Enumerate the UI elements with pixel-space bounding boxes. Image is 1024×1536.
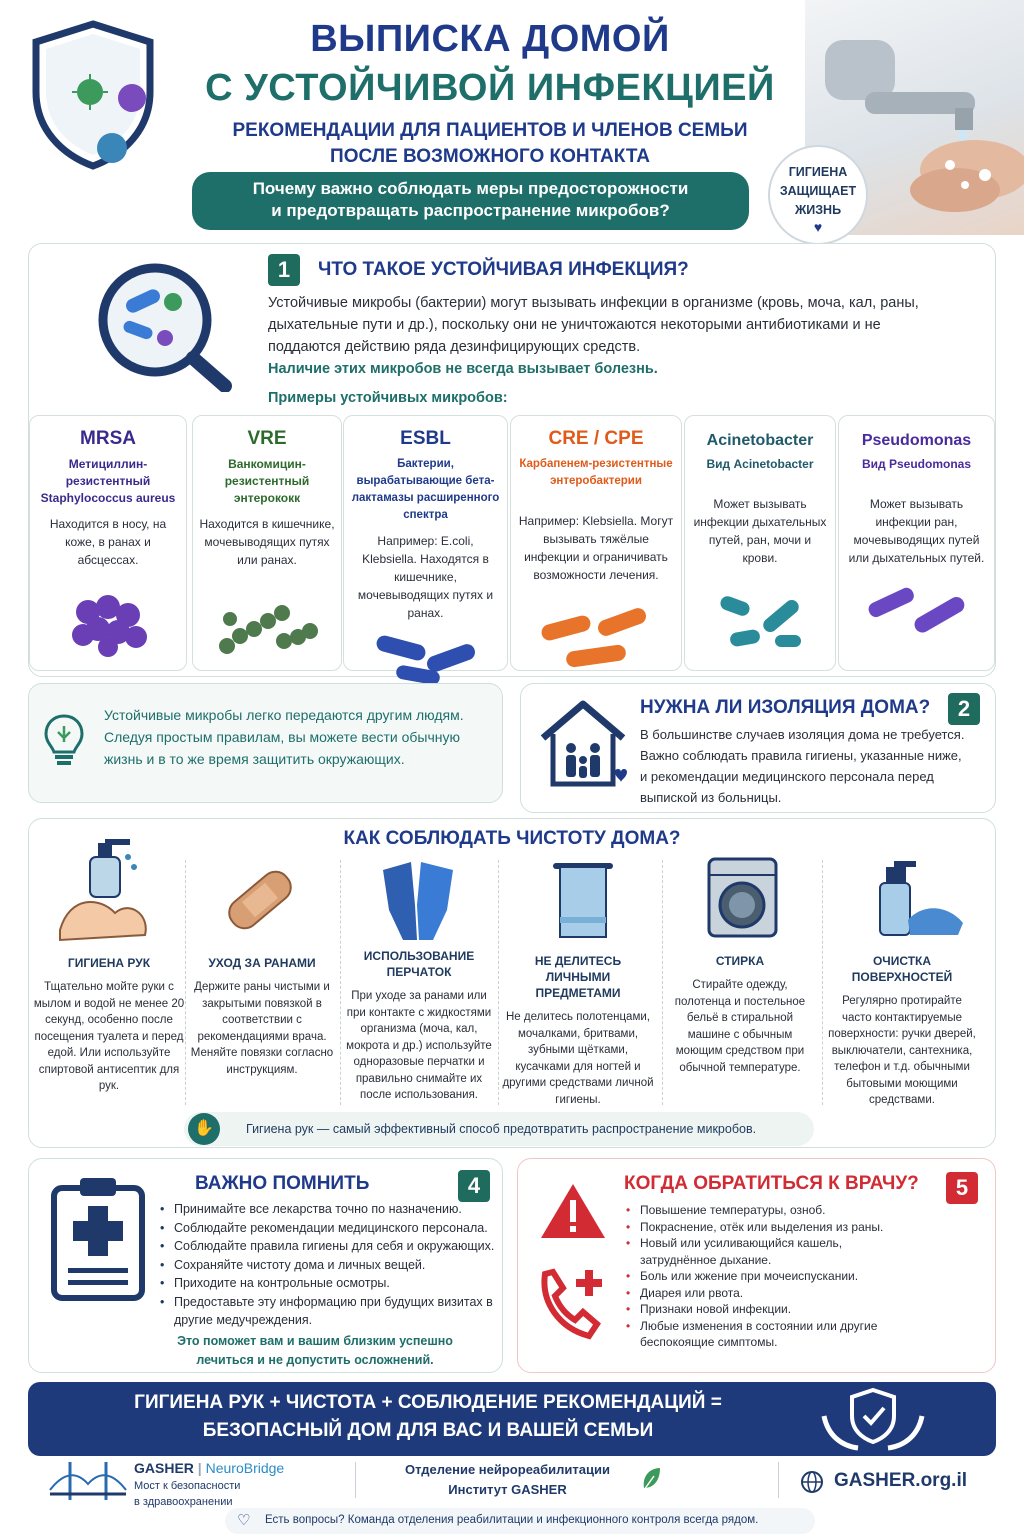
heart-outline-icon: ♡ — [237, 1512, 251, 1529]
list-item: • Боль или жжение при мочеиспускании. — [626, 1268, 906, 1285]
list-item: • Соблюдайте рекомендации медицинского персонала. — [160, 1219, 500, 1238]
page-subtitle-line1: РЕКОМЕНДАЦИИ ДЛЯ ПАЦИЕНТОВ И ЧЛЕНОВ СЕМЬИ — [232, 120, 748, 141]
magnifier-microbes-icon — [85, 262, 255, 392]
washing-machine-icon — [705, 855, 780, 945]
section1-paragraph: Устойчивые микробы (бактерии) могут вызывать инфекции в организме (кровь, моча, кал, раны, дыхательные пути и др.), поскольку они не уничтожаются некоторыми антибиотиками и не поддаются действию ряда дезинфицирующих средств. — [268, 295, 919, 355]
footnote-text: Гигиена рук — самый эффективный способ предотвратить распространение микробов. — [246, 1122, 757, 1136]
list-item: • Новый или усиливающийся кашель, затруднённое дыхание. — [626, 1235, 906, 1268]
bandage-icon — [215, 855, 305, 950]
hygiene-item-title: ИСПОЛЬЗОВАНИЕ ПЕРЧАТОК — [363, 949, 475, 979]
list-item: • Принимайте все лекарства точно по назначению. — [160, 1200, 500, 1219]
hygiene-item-laundry — [664, 953, 816, 1076]
microbe-name: Pseudomonas — [861, 432, 972, 449]
hygiene-item-handwash — [33, 955, 185, 1095]
pseudomonas-icon — [857, 577, 977, 647]
section2-title: НУЖНА ЛИ ИЗОЛЯЦИЯ ДОМА? — [640, 697, 931, 718]
hygiene-item-text: Стирайте одежду, полотенца и постельное бельё в стиральной машине с обычным моющим средством при обычной температуре. — [674, 979, 806, 1074]
microbe-description: Находится в носу, на коже, в ранах и абсцессах. — [49, 517, 167, 567]
section5-title: КОГДА ОБРАТИТЬСЯ К ВРАЧУ? — [624, 1173, 919, 1194]
section1-number: 1 — [268, 254, 300, 286]
footer-tagline2: в здравоохранении — [134, 1496, 233, 1508]
why-banner-line2: и предотвращать распространение микробов? — [271, 201, 670, 220]
hygiene-item-title: УХОД ЗА РАНАМИ — [208, 956, 316, 970]
microbe-description: Например: Klebsiella. Могут вызывать тяжёлые инфекции и ограничивать возможности лечения. — [518, 514, 674, 582]
clipboard-icon — [48, 1172, 148, 1307]
globe-icon — [800, 1470, 824, 1499]
section4-title: ВАЖНО ПОМНИТЬ — [195, 1173, 370, 1194]
list-item: • Соблюдайте правила гигиены для себя и окружающих. — [160, 1237, 500, 1256]
footer-website-link[interactable]: GASHER.org.il — [834, 1470, 968, 1491]
hygiene-item-text: При уходе за ранами или при контакте с жидкостями организма (моча, кал, мокрота и др.) используйте одноразовые перчатки и правильно снимайте их после использования. — [346, 990, 492, 1101]
raised-hand-icon: ✋ — [188, 1113, 220, 1145]
footer-divider — [355, 1462, 356, 1498]
microbe-description: Например: E.coli, Klebsiella. Находятся в кишечнике, мочевыводящих путях и ранах. — [357, 534, 494, 620]
divider — [498, 860, 499, 1105]
summary-banner — [28, 1382, 996, 1456]
list-item: • Сохраняйте чистоту дома и личных вещей. — [160, 1256, 500, 1275]
divider — [822, 860, 823, 1105]
footer-divider — [778, 1462, 779, 1498]
hygiene-item-personal — [502, 953, 654, 1108]
towel-icon — [548, 855, 618, 950]
footer-brand: GASHER | NeuroBridge — [134, 1460, 285, 1476]
microbe-name: VRE — [247, 428, 287, 449]
contact-note-text: Есть вопросы? Команда отделения реабилитации и инфекционного контроля всегда рядом. — [265, 1514, 759, 1526]
footer-tagline1: Мост к безопасности — [134, 1480, 241, 1492]
klebsiella-rods-icon — [531, 606, 661, 676]
microbe-name: ESBL — [400, 428, 451, 449]
page-subtitle-line2: ПОСЛЕ ВОЗМОЖНОГО КОНТАКТА — [330, 146, 650, 167]
microbe-subtitle: Карбапенем-резистентные энтеробактерии — [519, 458, 673, 487]
microbe-subtitle: Ванкомицин-резистентный энтерококк — [224, 457, 310, 505]
microbe-description: Находится в кишечнике, мочевыводящих путях или ранах. — [199, 517, 335, 567]
family-house-icon — [537, 698, 629, 795]
section4-number: 4 — [458, 1170, 490, 1202]
footer-dept2: Институт GASHER — [448, 1482, 567, 1497]
hygiene-item-wounds — [186, 955, 338, 1078]
section4-list — [160, 1200, 500, 1330]
spray-bottle-icon — [868, 855, 968, 945]
section4-closing: Это поможет вам и вашим близким успешно лечиться и не допустить осложнений. — [177, 1334, 453, 1367]
microbe-subtitle: Метициллин-резистентный Staphylococcus aureus — [40, 457, 176, 505]
microbe-description: Может вызывать инфекции ран, мочевыводящих путей или дыхательных путей. — [848, 497, 985, 565]
hygiene-badge — [768, 145, 868, 245]
section2-number: 2 — [948, 693, 980, 725]
summary-line2: БЕЗОПАСНЫЙ ДОМ ДЛЯ ВАС И ВАШЕЙ СЕМЬИ — [202, 1420, 654, 1441]
section1-note: Наличие этих микробов не всегда вызывает болезнь. — [268, 361, 658, 377]
section3-title: КАК СОБЛЮДАТЬ ЧИСТОТУ ДОМА? — [343, 828, 681, 849]
brand-neurobridge: NeuroBridge — [205, 1460, 285, 1476]
hygiene-item-title: ОЧИСТКА ПОВЕРХНОСТЕЙ — [851, 954, 953, 984]
contact-note — [225, 1508, 815, 1534]
why-banner-line1: Почему важно соблюдать меры предосторожности — [252, 179, 689, 198]
microbe-subtitle: Вид Acinetobacter — [706, 457, 814, 471]
hygiene-item-text: Тщательно мойте руки с мылом и водой не менее 20 секунд, особенно после посещения туалета и перед едой. Или используйте спиртовой антисептик для рук. — [33, 981, 185, 1092]
microbe-name: Acinetobacter — [706, 432, 814, 449]
emergency-phone-icon — [537, 1262, 609, 1347]
hygiene-item-title: НЕ ДЕЛИТЕСЬ ЛИЧНЫМИ ПРЕДМЕТАМИ — [534, 954, 622, 1000]
badge-line3: ЖИЗНЬ — [794, 203, 842, 217]
heart-icon: ♥ — [813, 219, 823, 235]
hygiene-item-text: Не делитесь полотенцами, мочалками, бритвами, зубными щётками, кусачками для ногтей и другими средствами личной гигиены. — [502, 1011, 654, 1106]
microbe-subtitle: Бактерии, вырабатывающие бета-лактамазы расширенного спектра — [351, 458, 500, 521]
list-item: • Приходите на контрольные осмотры. — [160, 1274, 500, 1293]
divider — [662, 860, 663, 1105]
microbe-description: Может вызывать инфекции дыхательных путей, ран, мочи и крови. — [693, 497, 827, 565]
enterococcus-chain-icon — [212, 591, 322, 661]
gloves-icon — [373, 850, 463, 950]
badge-line1: ГИГИЕНА — [788, 165, 848, 179]
microbe-subtitle: Вид Pseudomonas — [861, 457, 971, 471]
acinetobacter-icon — [705, 589, 815, 659]
microbe-card-vre — [192, 415, 342, 671]
list-item: • Повышение температуры, озноб. — [626, 1202, 906, 1219]
staph-cluster-icon — [58, 587, 158, 657]
page-title-line1: ВЫПИСКА ДОМОЙ — [310, 18, 670, 60]
ecoli-rods-icon — [366, 630, 486, 690]
microbe-name: CRE / CPE — [548, 428, 644, 449]
hygiene-item-surfaces — [826, 953, 978, 1109]
list-item: • Признаки новой инфекции. — [626, 1301, 906, 1318]
page-title-line2: С УСТОЙЧИВОЙ ИНФЕКЦИЕЙ — [205, 67, 775, 109]
leaf-icon — [640, 1466, 662, 1497]
shield-logo-icon — [28, 20, 158, 170]
badge-line2: ЗАЩИЩАЕТ — [779, 184, 857, 198]
handwash-icon — [50, 835, 160, 955]
lightbulb-icon — [41, 712, 87, 773]
footer-dept1: Отделение нейрореабилитации — [405, 1462, 610, 1477]
section5-list — [626, 1202, 906, 1351]
list-item: • Любые изменения в состоянии или другие беспокоящие симптомы. — [626, 1318, 906, 1351]
hygiene-item-text: Регулярно протирайте часто контактируемые поверхности: ручки дверей, выключатели, сантехника, телефон и т.д. обычными бытовыми моющими средствами. — [828, 995, 976, 1106]
bridge-logo-icon — [48, 1460, 128, 1507]
info-box — [28, 683, 503, 803]
microbe-name: MRSA — [80, 428, 136, 449]
list-item: • Покраснение, отёк или выделения из раны. — [626, 1219, 906, 1236]
section1-examples-label: Примеры устойчивых микробов: — [268, 390, 508, 406]
microbe-card-mrsa — [29, 415, 187, 671]
section1-title: ЧТО ТАКОЕ УСТОЙЧИВАЯ ИНФЕКЦИЯ? — [318, 259, 689, 280]
info-box-text: Устойчивые микробы легко передаются другим людям. Следуя простым правилам, вы можете вести обычную жизнь и в то же время защитить окружающих. — [104, 707, 464, 767]
microbe-card-esbl — [343, 415, 508, 671]
hygiene-item-text: Держите раны чистыми и закрытыми повязкой в соответствии с рекомендациями врача. Меняйте повязки согласно инструкциям. — [190, 981, 334, 1076]
brand-gasher: GASHER — [134, 1460, 194, 1476]
hand-hygiene-footnote — [184, 1112, 814, 1146]
hygiene-item-title: ГИГИЕНА РУК — [67, 956, 151, 970]
list-item: • Диарея или рвота. — [626, 1285, 906, 1302]
section2-text: В большинстве случаев изоляция дома не требуется. Важно соблюдать правила гигиены, указанные ниже, и рекомендации медицинского персонала перед выпиской из больницы. — [640, 727, 965, 805]
microbe-card-cre — [510, 415, 682, 671]
summary-line1: ГИГИЕНА РУК + ЧИСТОТА + СОБЛЮДЕНИЕ РЕКОМЕНДАЦИЙ = — [134, 1392, 722, 1413]
list-item: • Предоставьте эту информацию при будущих визитах в другие медучреждения. — [160, 1293, 500, 1330]
shield-hands-icon — [818, 1386, 928, 1457]
hygiene-item-title: СТИРКА — [715, 954, 765, 968]
hygiene-item-gloves — [343, 948, 495, 1104]
microbe-card-acinetobacter — [684, 415, 836, 671]
microbe-card-pseudomonas — [838, 415, 995, 671]
warning-triangle-icon — [537, 1180, 609, 1247]
section5-number: 5 — [946, 1172, 978, 1204]
divider — [340, 860, 341, 1105]
why-banner — [192, 172, 749, 230]
